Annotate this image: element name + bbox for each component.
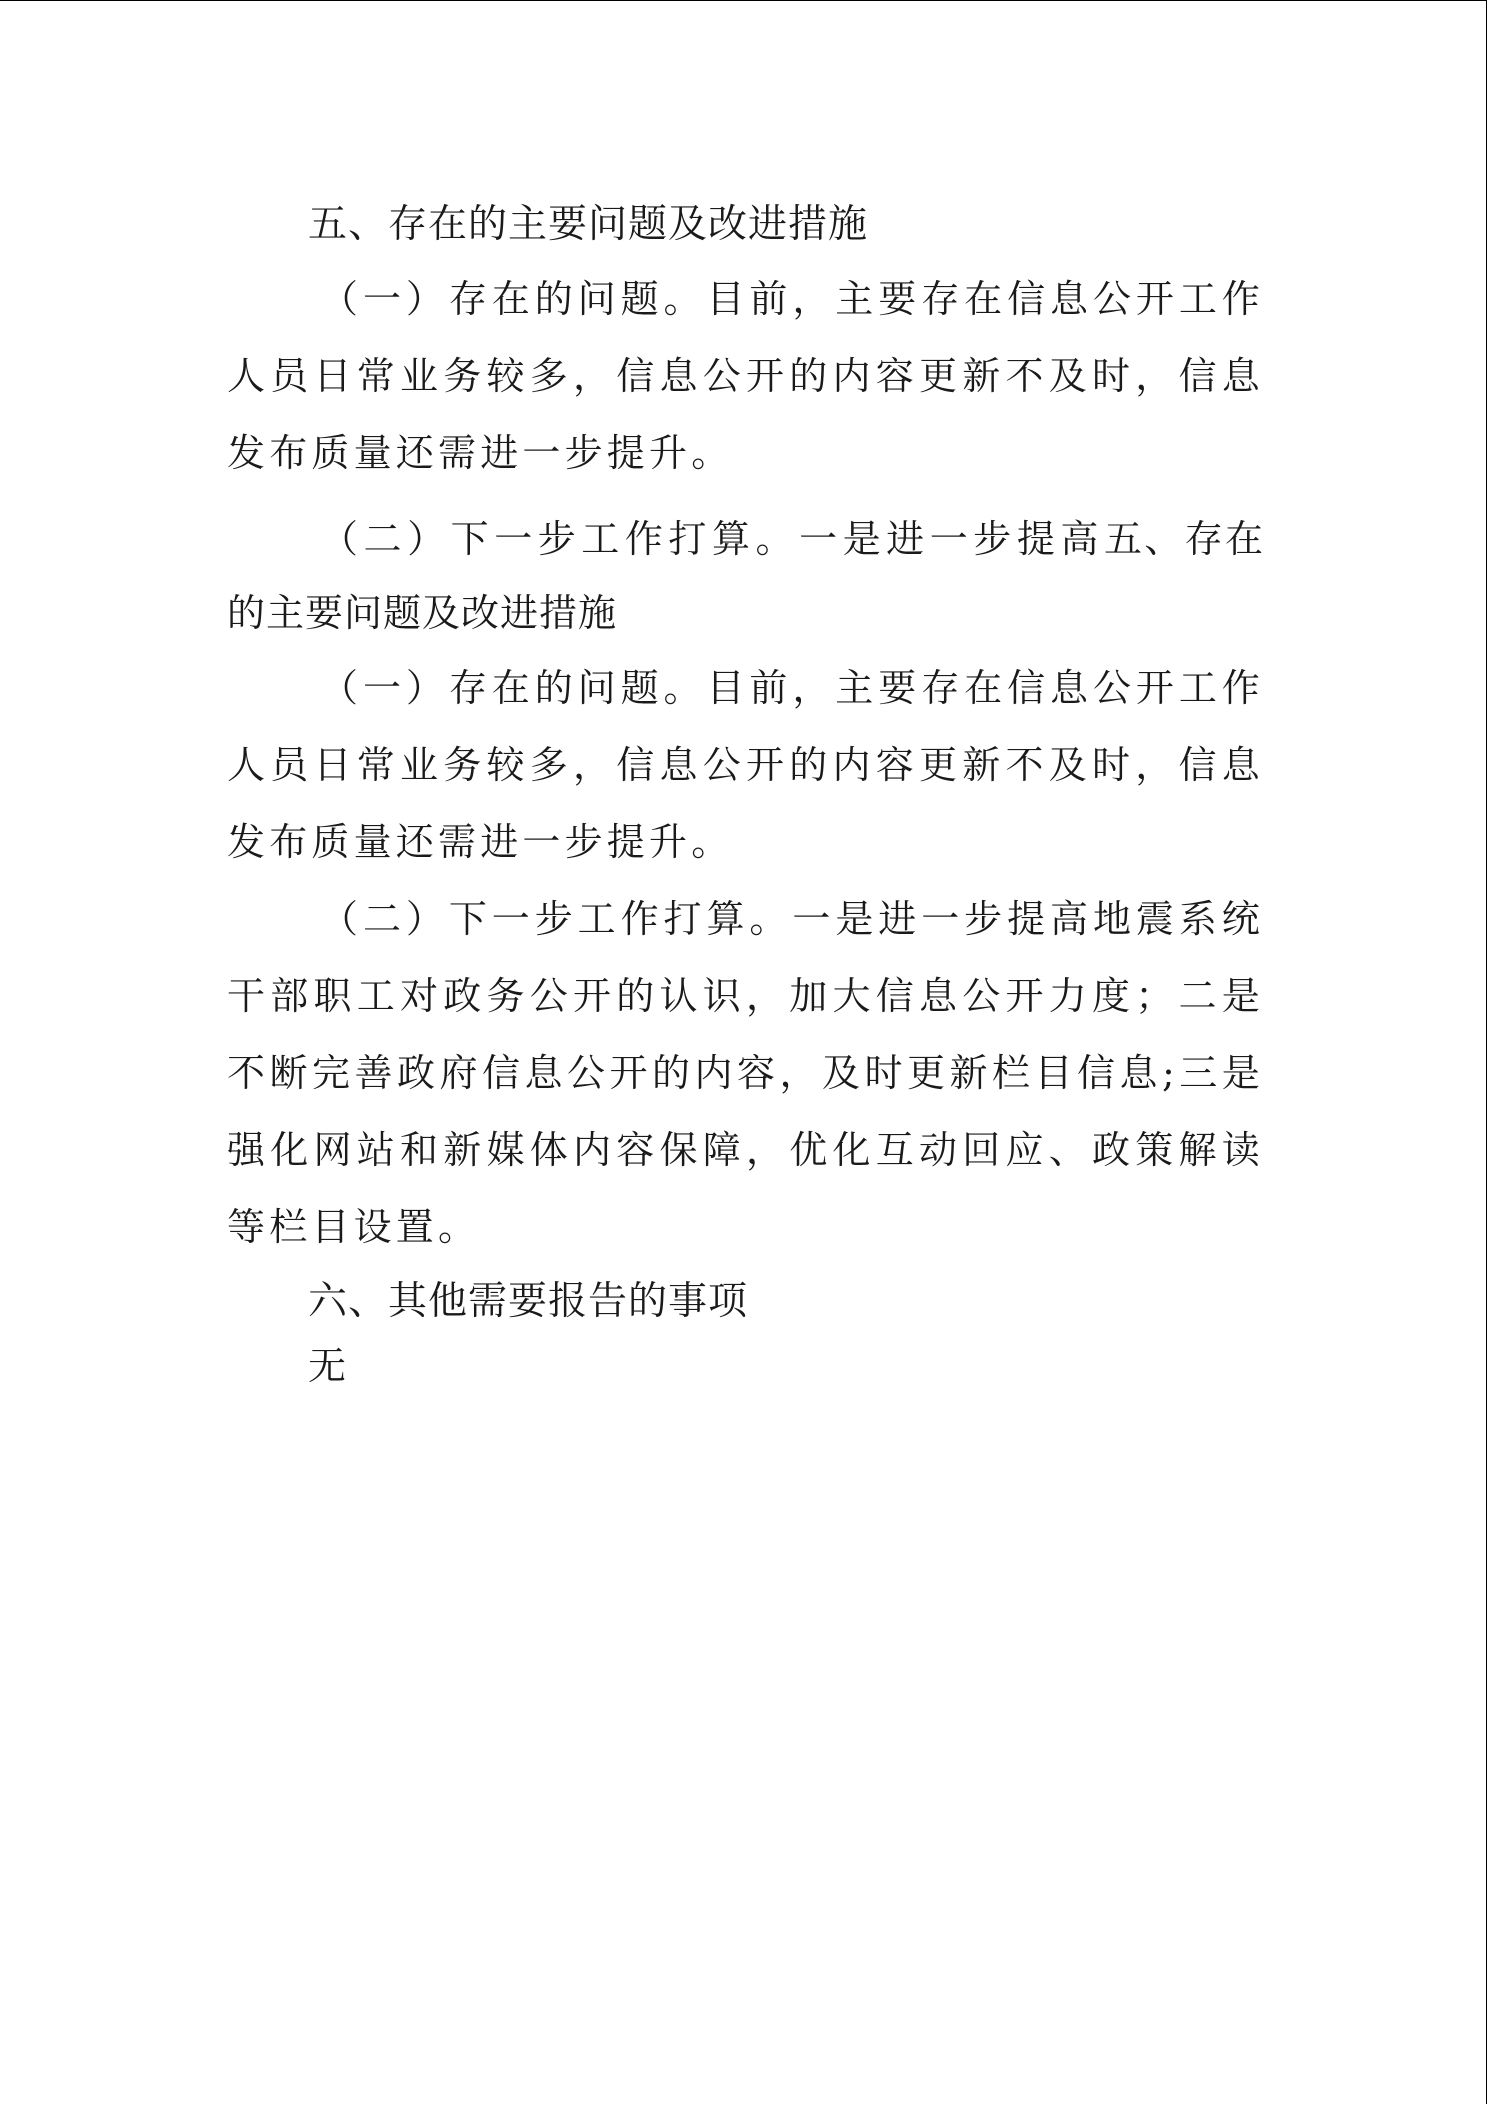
problems-paragraph [227, 261, 1264, 492]
spacer [227, 492, 1264, 502]
next-steps-lead: （二）下一步工作打算。 [320, 517, 800, 561]
spacer [227, 1266, 1264, 1274]
document-body [227, 197, 1264, 1394]
next-steps-lead-full: （二）下一步工作打算。 [320, 897, 793, 941]
section-6-body: 无 [308, 1344, 347, 1388]
next-steps-paragraph [227, 881, 1264, 1266]
section-6-heading: 六、其他需要报告的事项 [308, 1279, 749, 1324]
spacer [227, 1330, 1264, 1338]
problems-text: 目前，主要存在信息公开工作人员日常业务较多，信息公开的内容更新不及时，信息发布质量还需进一步提升。 [227, 277, 1264, 475]
section-5-heading: 五、存在的主要问题及改进措施 [308, 202, 869, 247]
next-steps-paragraph-truncated [227, 502, 1264, 650]
duplicated-heading-text: 五、存在的主要问题及改进措施 [227, 517, 1264, 635]
problems-lead-repeat: （一）存在的问题。 [320, 666, 707, 710]
problems-paragraph-repeat [227, 650, 1264, 881]
problems-text-repeat: 目前，主要存在信息公开工作人员日常业务较多，信息公开的内容更新不及时，信息发布质量还需进一步提升。 [227, 666, 1264, 864]
next-steps-text: 一是进一步提高 [799, 517, 1104, 561]
spacer [227, 253, 1264, 261]
next-steps-text-full: 一是进一步提高地震系统干部职工对政务公开的认识，加大信息公开力度；二是不断完善政府信息公开的内容，及时更新栏目信息;三是强化网站和新媒体内容保障，优化互动回应、政策解读等栏目设置。 [227, 897, 1265, 1249]
problems-lead: （一）存在的问题。 [320, 277, 707, 321]
